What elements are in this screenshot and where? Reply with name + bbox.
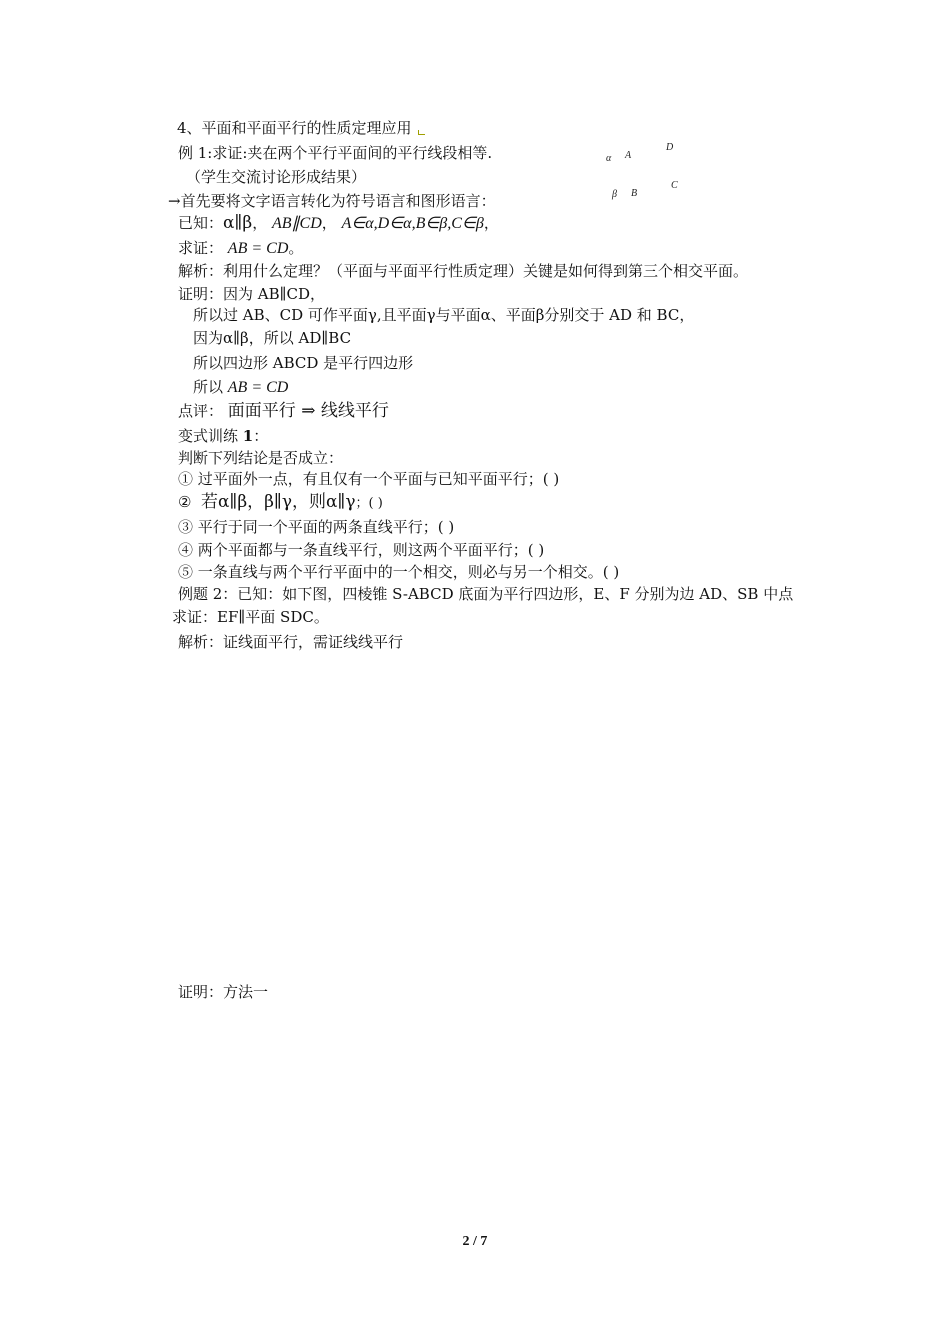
example2-line-1: 例题 2：已知：如下图，四棱锥 S-ABCD 底面为平行四边形，E、F 分别为边 AD、SB 中点 xyxy=(178,585,794,603)
transform-text: 首先要将文字语言转化为符号语言和图形语言： xyxy=(180,192,496,210)
label-beta: β xyxy=(612,189,617,200)
sep: ， xyxy=(321,214,337,232)
prove-expr: AB = CD xyxy=(227,240,289,257)
variant-item-2-expr: 若α∥β，β∥γ，则α∥γ xyxy=(201,492,356,512)
variant-title-num: 1 xyxy=(242,427,254,445)
variant-title-text: 变式训练 xyxy=(178,427,243,445)
prove-end: 。 xyxy=(288,239,304,257)
analysis-line: 解析：利用什么定理？（平面与平面平行性质定理）关键是如何得到第三个相交平面。 xyxy=(178,262,749,280)
comment-text: 面面平行 ⇒ 线线平行 xyxy=(227,401,389,421)
prove-line xyxy=(178,238,303,259)
proof-line-1: 证明：因为 AB∥CD， xyxy=(178,285,326,303)
label-point-b: B xyxy=(631,188,638,199)
variant-item-2 xyxy=(178,492,383,514)
label-alpha: α xyxy=(606,153,612,164)
proof-line-3: 因为α∥β，所以 AD∥BC xyxy=(193,329,352,347)
variant-item-2-tail: ；( ) xyxy=(355,496,383,511)
variant-item-4: ④ 两个平面都与一条直线平行，则这两个平面平行；( ) xyxy=(178,541,545,559)
comment-label: 点评： xyxy=(178,402,224,420)
example2-proof: 证明：方法一 xyxy=(178,983,269,1001)
variant-item-3: ③ 平行于同一个平面的两条直线平行；( ) xyxy=(178,518,455,536)
prove-label: 求证： xyxy=(178,239,224,257)
sep: ， xyxy=(483,214,499,232)
example1-transform xyxy=(168,191,496,211)
proof-line-5 xyxy=(193,377,288,398)
label-point-d: D xyxy=(666,142,674,153)
given-lines: AB∥CD xyxy=(271,215,322,232)
example2-analysis: 解析：证线面平行，需证线线平行 xyxy=(178,633,404,651)
sep: ， xyxy=(252,214,268,232)
given-planes: α∥β xyxy=(223,213,253,233)
variant-item-2-num: ② xyxy=(178,493,197,511)
arrow-icon: → xyxy=(168,192,181,210)
variant-instruction: 判断下列结论是否成立： xyxy=(178,449,344,467)
section-heading: 4、平面和平面平行的性质定理应用 xyxy=(177,119,412,137)
variant-item-1: ① 过平面外一点，有且仅有一个平面与已知平面平行；( ) xyxy=(178,470,560,488)
given-points: A∈α,D∈α,B∈β,C∈β xyxy=(341,215,484,232)
text-cursor-mark xyxy=(418,130,425,135)
page-number: 2 / 7 xyxy=(462,1234,488,1249)
label-point-c: C xyxy=(671,180,678,191)
given-line xyxy=(178,213,499,234)
variant-title-colon: ： xyxy=(253,427,269,445)
proof-5-expr: AB = CD xyxy=(227,379,289,396)
example2-line-2: 求证：EF∥平面 SDC。 xyxy=(172,608,329,626)
comment-line xyxy=(178,401,389,421)
proof-5-prefix: 所以 xyxy=(193,378,228,396)
label-point-a: A xyxy=(625,150,632,161)
example1-title: 例 1:求证:夹在两个平行平面间的平行线段相等. xyxy=(178,144,493,162)
example1-note: （学生交流讨论形成结果） xyxy=(186,168,367,186)
proof-line-2: 所以过 AB、CD 可作平面γ,且平面γ与平面α、平面β分别交于 AD 和 BC， xyxy=(193,306,695,324)
variant-item-5: ⑤ 一条直线与两个平行平面中的一个相交，则必与另一个相交。( ) xyxy=(178,563,620,581)
proof-line-4: 所以四边形 ABCD 是平行四边形 xyxy=(193,354,414,372)
variant-title xyxy=(178,426,268,446)
given-label: 已知： xyxy=(178,214,224,232)
